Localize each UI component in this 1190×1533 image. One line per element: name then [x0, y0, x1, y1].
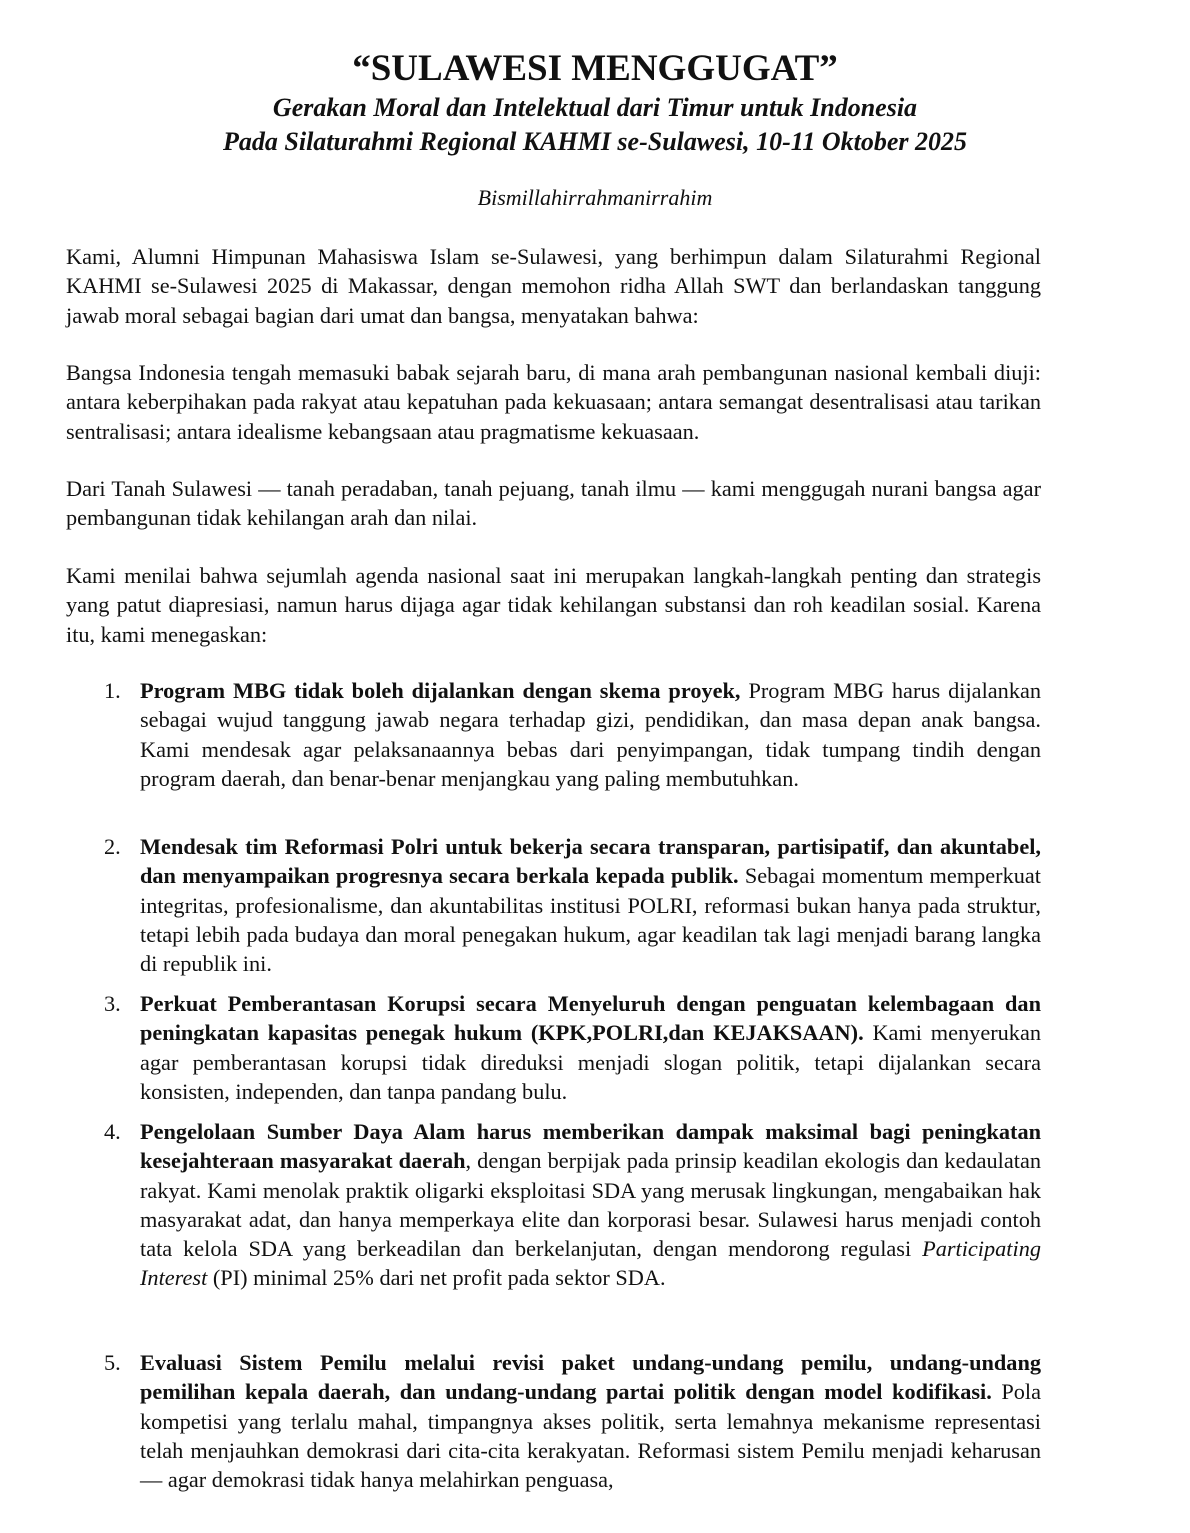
document-subtitle-line2: Pada Silaturahmi Regional KAHMI se-Sulawesi, 10-11 Oktober 2025	[223, 127, 967, 156]
list-item-bold: Pengelolaan Sumber Daya Alam harus memberikan dampak maksimal bagi peningkatan kesejahteraan masyarakat daerah	[140, 1119, 1041, 1174]
list-number: 1.	[104, 678, 121, 703]
document-title: “SULAWESI MENGGUGAT”	[352, 48, 838, 89]
paragraph-intro: Kami, Alumni Himpunan Mahasiswa Islam se-Sulawesi, yang berhimpun dalam Silaturahmi Regional KAHMI se-Sulawesi 2025 di Makassar, dengan memohon ridha Allah SWT dan berlandaskan tanggung jawab moral sebagai bagian dari umat dan bangsa, menyatakan bahwa:	[66, 244, 1041, 328]
basmala: Bismillahirrahmanirrahim	[477, 185, 713, 210]
list-number: 5.	[104, 1350, 121, 1375]
list-item-bold: Mendesak tim Reformasi Polri untuk bekerja secara transparan, partisipatif, dan akuntabel, dan menyampaikan progresnya secara berkala kepada publik.	[140, 834, 1041, 889]
paragraph-assessment: Kami menilai bahwa sejumlah agenda nasional saat ini merupakan langkah-langkah penting dan strategis yang patut diapresiasi, namun harus dijaga agar tidak kehilangan substansi dan roh keadilan sosial. Karena itu, kami menegaskan:	[66, 563, 1041, 647]
list-item-body: Kami menyerukan agar pemberantasan korupsi tidak direduksi menjadi slogan politik, tetapi dijalankan secara konsisten, independen, dan tanpa pandang bulu.	[140, 1020, 1041, 1104]
list-item-1	[104, 676, 1041, 793]
list-item-text	[140, 832, 1041, 978]
list-item-body: Pola kompetisi yang terlalu mahal, timpangnya akses politik, serta lemahnya mekanisme representasi telah menjauhkan demokrasi dari cita-cita kerakyatan. Reformasi sistem Pemilu menjadi keharusan — agar demokrasi tidak hanya melahirkan penguasa,	[140, 1379, 1041, 1493]
paragraph-context: Bangsa Indonesia tengah memasuki babak sejarah baru, di mana arah pembangunan nasional kembali diuji: antara keberpihakan pada rakyat atau kepatuhan pada kekuasaan; antara semangat desentralisasi atau tarikan sentralisasi; antara idealisme kebangsaan atau pragmatisme kekuasaan.	[66, 360, 1041, 444]
document-subtitle-line1: Gerakan Moral dan Intelektual dari Timur untuk Indonesia	[272, 93, 918, 122]
list-item-body: , dengan berpijak pada prinsip keadilan ekologis dan kedaulatan rakyat. Kami menolak praktik oligarki eksploitasi SDA yang merusak lingkungan, mengabaikan hak masyarakat adat, dan hanya memperkaya elite dan korporasi besar. Sulawesi harus menjadi contoh tata kelola SDA yang berkeadilan dan berkelanjutan, dengan mendorong regulasi	[140, 1148, 1041, 1262]
list-item-4	[104, 1117, 1041, 1293]
list-number: 4.	[104, 1119, 121, 1144]
list-item-text	[140, 1348, 1041, 1494]
list-item-bold: Perkuat Pemberantasan Korupsi secara Menyeluruh dengan penguatan kelembagaan dan peningkatan kapasitas penegak hukum (KPK,POLRI,dan KEJAKSAAN).	[140, 991, 1041, 1046]
list-item-3	[104, 989, 1041, 1106]
list-item-text	[140, 1117, 1041, 1293]
list-item-2	[104, 832, 1041, 978]
list-item-body-after: (PI) minimal 25% dari net profit pada sektor SDA.	[207, 1265, 666, 1291]
list-item-body: Sebagai momentum memperkuat integritas, profesionalisme, dan akuntabilitas institusi POLRI, reformasi bukan hanya pada struktur, tetapi lebih pada budaya dan moral penegakan hukum, agar keadilan tak lagi menjadi barang langka di republik ini.	[140, 863, 1041, 977]
list-item-italic: Participating Interest	[140, 1236, 1041, 1291]
list-item-5	[104, 1348, 1041, 1494]
paragraph-sulawesi: Dari Tanah Sulawesi — tanah peradaban, tanah pejuang, tanah ilmu — kami menggugah nurani bangsa agar pembangunan tidak kehilangan arah dan nilai.	[66, 476, 1041, 531]
list-item-text	[140, 989, 1041, 1106]
list-number: 2.	[104, 834, 121, 859]
list-item-text	[140, 676, 1041, 793]
list-number: 3.	[104, 991, 121, 1016]
list-item-body: Program MBG harus dijalankan sebagai wujud tanggung jawab negara terhadap gizi, pendidikan, dan masa depan anak bangsa. Kami mendesak agar pelaksanaannya bebas dari penyimpangan, tidak tumpang tindih dengan program daerah, dan benar-benar menjangkau yang paling membutuhkan.	[140, 678, 1042, 791]
list-item-bold: Evaluasi Sistem Pemilu melalui revisi paket undang-undang pemilu, undang-undang pemilihan kepala daerah, dan undang-undang partai politik dengan model kodifikasi.	[140, 1350, 1041, 1405]
list-item-bold: Program MBG tidak boleh dijalankan dengan skema proyek,	[140, 678, 741, 703]
